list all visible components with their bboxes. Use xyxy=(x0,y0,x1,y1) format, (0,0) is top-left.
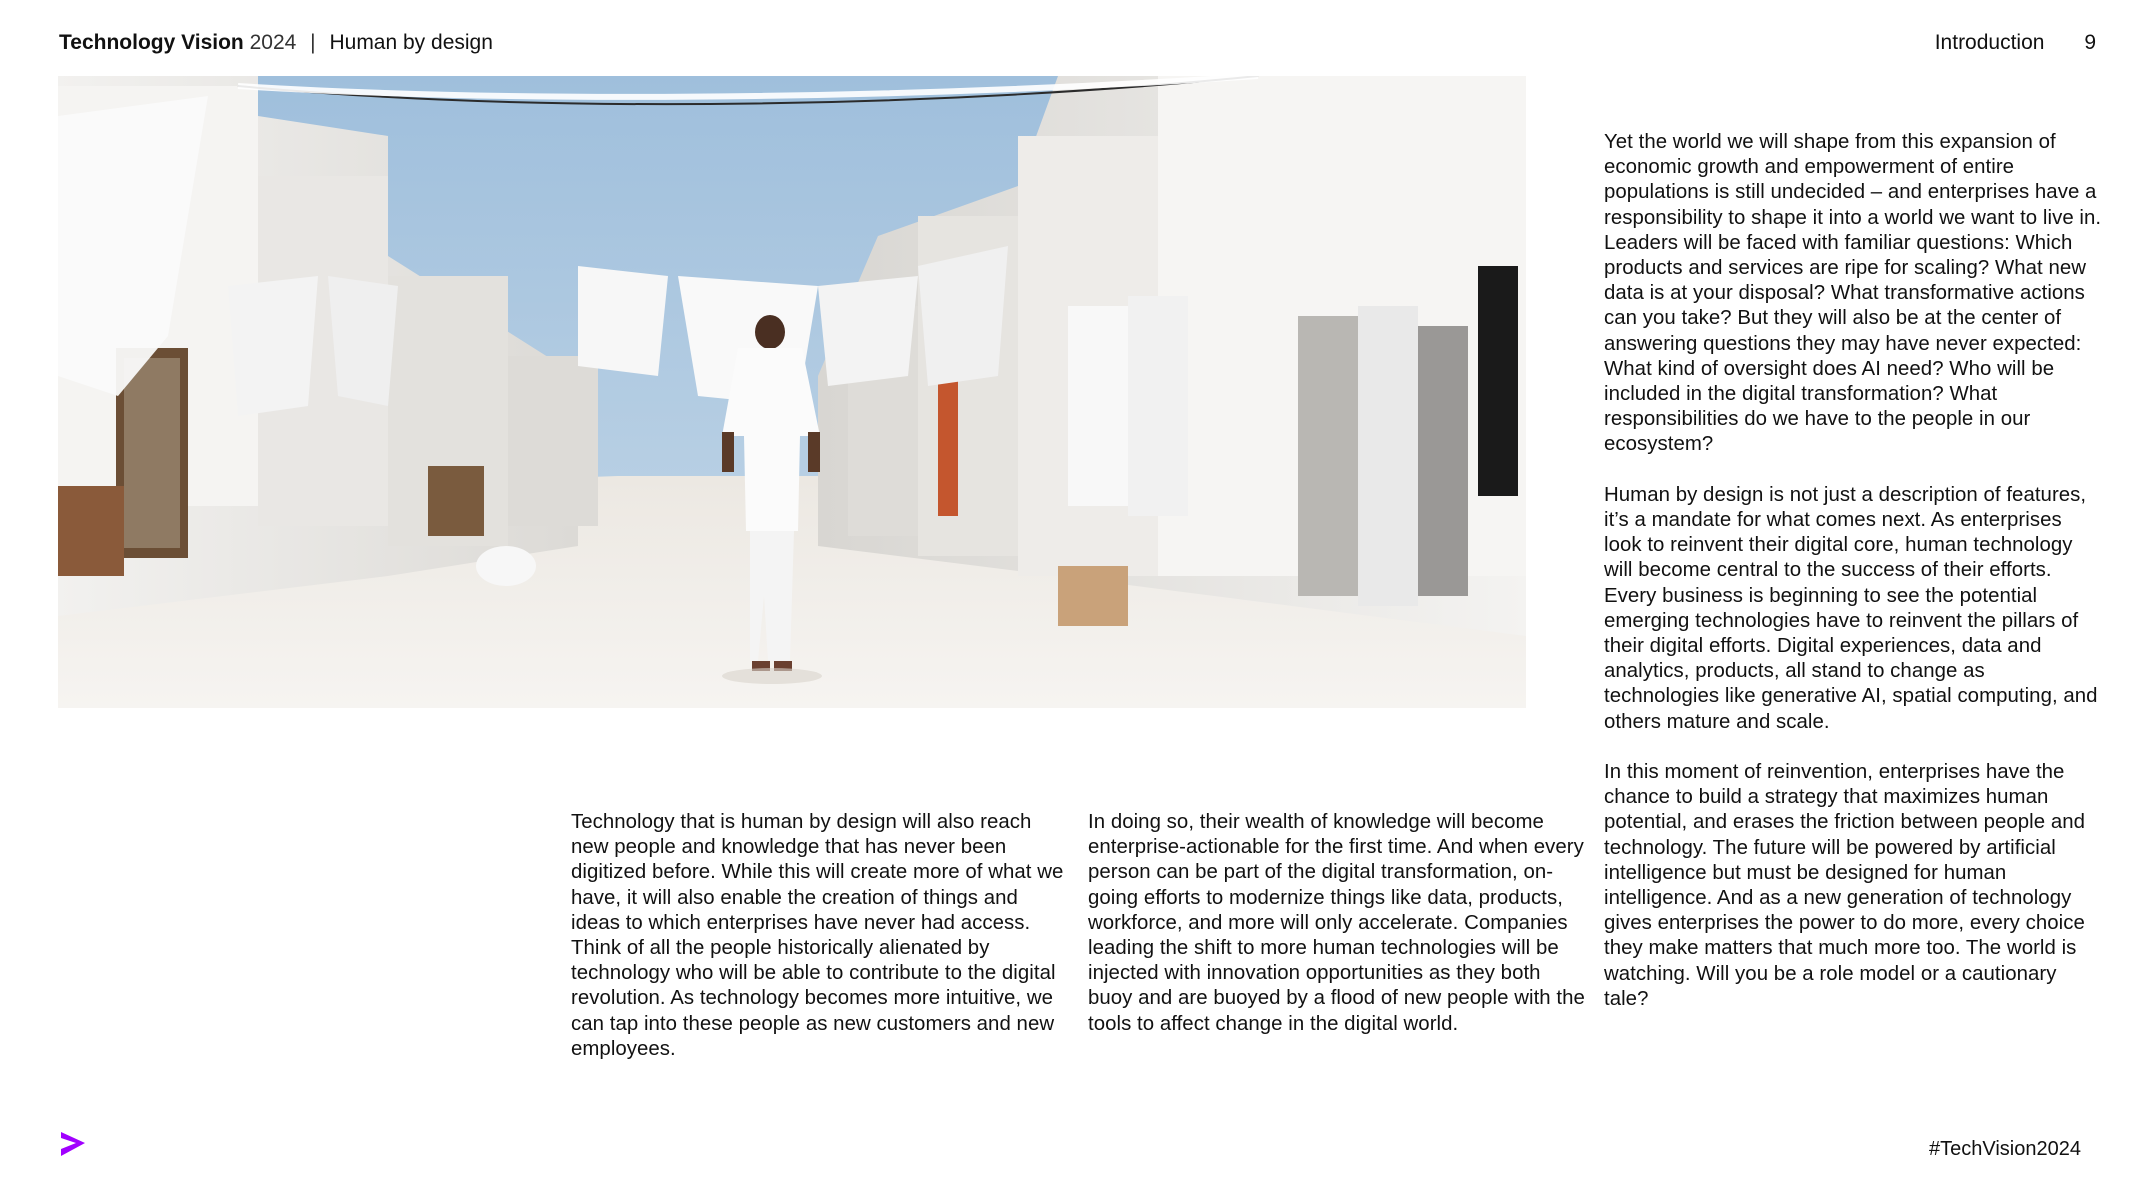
paragraph: Yet the world we will shape from this expansion of economic growth and empowerment of entire populations is still undecided – and enterprises have a responsibility to shape it into a world we want to live in. Leaders will be faced with familiar questions: Which products and services are ripe for scaling? What new data is at your disposal? What transformative actions can you take? But they will also be at the center of answering questions they may have never expected: What kind of oversight does AI need? Who will be included in the digital transformation? What responsibilities do we have to the people in our ecosystem? xyxy=(1604,131,2102,456)
body-column-2 xyxy=(1088,810,1588,1037)
paragraph: In doing so, their wealth of knowledge will become enterprise-actionable for the first time. And when every person can be part of the digital transformation, on-going efforts to modernize things like data, products, workforce, and more will only accelerate. Companies leading the shift to more human technologies will be injected with innovation opportunities as they both buoy and are buoyed by a flood of new people with the tools to affect change in the digital world. xyxy=(1088,811,1585,1035)
report-brand: Technology Vision xyxy=(59,31,244,54)
footer-hashtag: #TechVision2024 xyxy=(1929,1138,2081,1160)
page-number: 9 xyxy=(2084,31,2096,54)
page-header-right xyxy=(1935,29,2096,57)
body-column-3 xyxy=(1604,130,2104,1012)
street-photo-icon xyxy=(58,76,1526,708)
paragraph: Human by design is not just a description of features, it’s a mandate for what comes next. As enterprises look to reinvent their digital core, human technology will become central to the success of their efforts. Every business is beginning to see the potential emerging technologies have to reinvent the pillars of their digital efforts. Digital experiences, data and analytics, products, all stand to change as technologies like generative AI, spatial computing, and others mature and scale. xyxy=(1604,483,2098,733)
header-separator: | xyxy=(310,31,316,54)
paragraph: In this moment of reinvention, enterprises have the chance to build a strategy that maximizes human potential, and erases the friction between people and technology. The future will be powered by artificial intelligence but must be designed for human intelligence. And as a new generation of technology gives enterprises the power to do more, every choice they make matters that much more too. The world is watching. Will you be a role model or a cautionary tale? xyxy=(1604,761,2086,1010)
hero-image xyxy=(58,76,1526,708)
report-subtitle: Human by design xyxy=(329,31,493,54)
paragraph: Technology that is human by design will also reach new people and knowledge that has never been digitized before. While this will create more of what we have, it will also enable the creation of things and ideas to which enterprises have never had access. Think of all the people historically alienated by technology who will be able to contribute to the digital revolution. As technology becomes more intuitive, we can tap into these people as new customers and new employees. xyxy=(571,811,1064,1060)
body-column-1 xyxy=(571,810,1071,1062)
report-year: 2024 xyxy=(249,31,297,54)
accenture-chevron-icon xyxy=(59,1130,87,1158)
report-header xyxy=(59,29,493,57)
section-title: Introduction xyxy=(1934,31,2045,54)
